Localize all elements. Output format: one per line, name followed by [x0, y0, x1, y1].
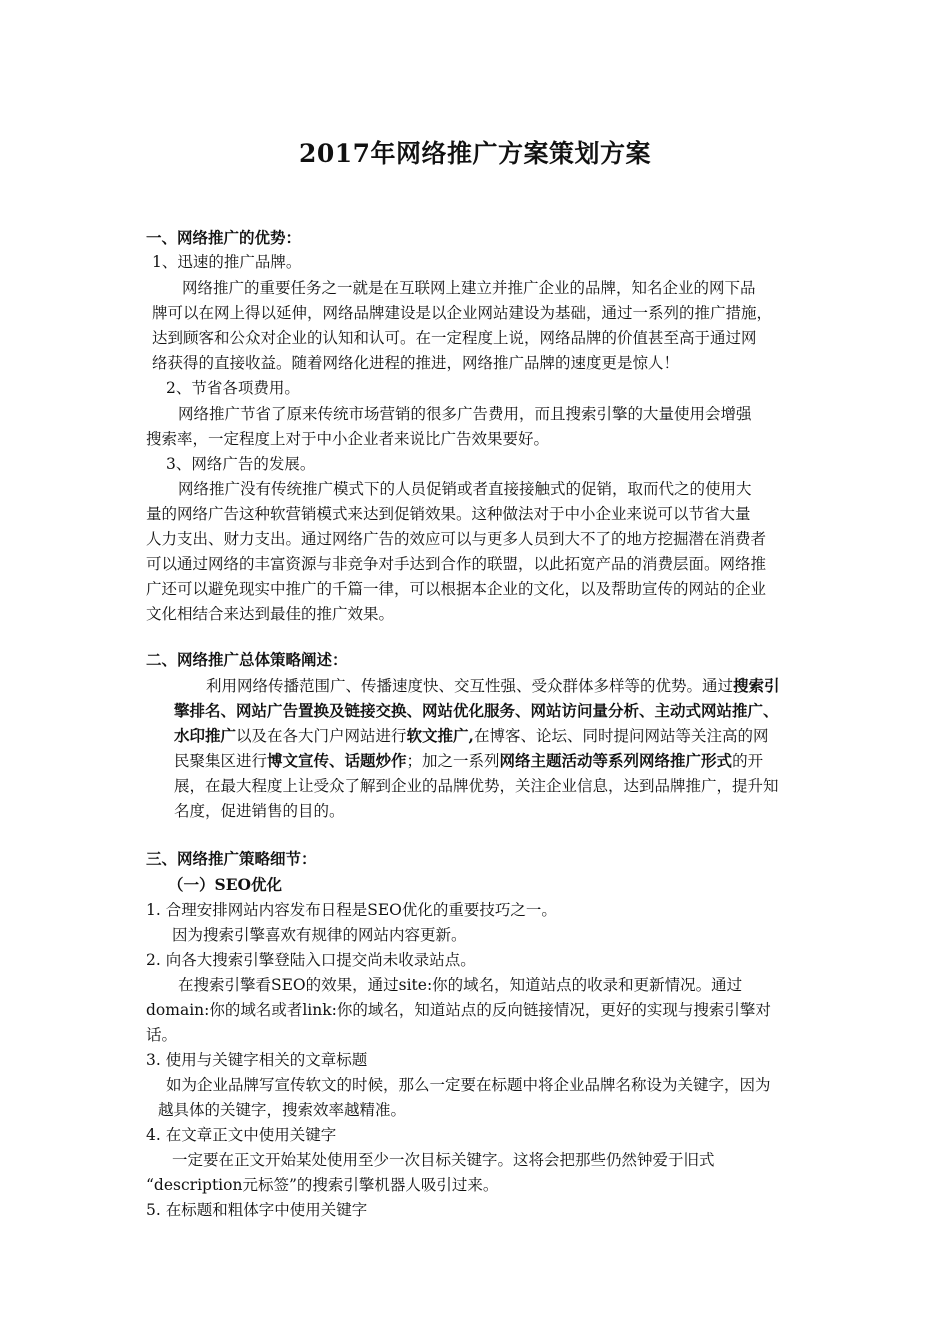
item-label: 3、网络广告的发展。 [166, 455, 316, 473]
subsection-heading: （一）SEO优化 [168, 875, 283, 894]
paragraph-line: 话。 [146, 1026, 178, 1044]
section-heading: 三、网络推广策略细节： [146, 849, 317, 868]
paragraph-line: 文化相结合来达到最佳的推广效果。 [146, 605, 395, 623]
text-run: 的开 [732, 752, 764, 770]
document-title: 2017年网络推广方案策划方案 [298, 139, 652, 168]
list-item: 2. 向各大搜索引擎登陆入口提交尚未收录站点。 [146, 951, 476, 969]
text-run: 利用网络传播范围广、传播速度快、交互性强、受众群体多样等的优势。通过 [206, 677, 734, 695]
paragraph-line: 因为搜索引擎喜欢有规律的网站内容更新。 [172, 926, 467, 944]
text-run: 以及在各大门户网站进行 [236, 727, 407, 745]
bold-run: 网络主题活动等系列网络推广形式 [499, 751, 733, 770]
section-heading: 一、网络推广的优势： [146, 228, 302, 247]
list-item: 3. 使用与关键字相关的文章标题 [146, 1051, 368, 1069]
paragraph-line: 量的网络广告这种软营销模式来达到促销效果。这种做法对于中小企业来说可以节省大量 [146, 505, 751, 523]
paragraph-line [174, 749, 763, 773]
paragraph-line: 展，在最大程度上让受众了解到企业的品牌优势，关注企业信息，达到品牌推广，提升知 [174, 777, 779, 795]
text-run: ；加之一系列 [406, 752, 500, 770]
paragraph-line [174, 724, 768, 748]
bold-run: 搜索引 [733, 676, 780, 695]
paragraph-line: 人力支出、财力支出。通过网络广告的效应可以与更多人员到大不了的地方挖掘潜在消费者 [146, 530, 767, 548]
section-heading: 二、网络推广总体策略阐述： [146, 650, 348, 669]
list-item: 4. 在文章正文中使用关键字 [146, 1126, 337, 1144]
paragraph-line: 牌可以在网上得以延伸，网络品牌建设是以企业网站建设为基础，通过一系列的推广措施， [152, 304, 773, 322]
paragraph-line: 网络推广没有传统推广模式下的人员促销或者直接接触式的促销，取而代之的使用大 [178, 480, 752, 498]
paragraph-line: 一定要在正文开始某处使用至少一次目标关键字。这将会把那些仍然钟爱于旧式 [172, 1151, 715, 1169]
paragraph-line [206, 674, 780, 698]
paragraph-line: 可以通过网络的丰富资源与非竞争对手达到合作的联盟，以此拓宽产品的消费层面。网络推 [146, 555, 767, 573]
item-label: 2、节省各项费用。 [166, 379, 300, 397]
text-run: 在博客、论坛、同时提问网站等关注高的网 [473, 727, 769, 745]
list-item: 1. 合理安排网站内容发布日程是SEO优化的重要技巧之一。 [146, 901, 557, 919]
paragraph-line: 擎排名、网站广告置换及链接交换、网站优化服务、网站访问量分析、主动式网站推广、 [174, 701, 779, 720]
bold-run: 软文推广, [406, 726, 474, 745]
paragraph-line: 广还可以避免现实中推广的千篇一律，可以根据本企业的文化，以及帮助宣传的网站的企业 [146, 580, 767, 598]
paragraph-line: 搜索率，一定程度上对于中小企业者来说比广告效果要好。 [146, 430, 550, 448]
paragraph-line: 达到顾客和公众对企业的认知和认可。在一定程度上说，网络品牌的价值甚至高于通过网 [152, 329, 757, 347]
paragraph-line: 网络推广节省了原来传统市场营销的很多广告费用，而且搜索引擎的大量使用会增强 [178, 405, 752, 423]
text-run: 民聚集区进行 [174, 752, 268, 770]
paragraph-line: “description元标签”的搜索引擎机器人吸引过来。 [146, 1176, 499, 1194]
paragraph-line: 络获得的直接收益。随着网络化进程的推进，网络推广品牌的速度更是惊人！ [152, 354, 680, 372]
bold-run: 水印推广 [174, 726, 237, 745]
item-label: 1、迅速的推广品牌。 [152, 253, 302, 271]
paragraph-line: 越具体的关键字，搜索效率越精准。 [158, 1101, 407, 1119]
paragraph-line: 名度，促进销售的目的。 [174, 802, 345, 820]
paragraph-line: 在搜索引擎看SEO的效果，通过site:你的域名，知道站点的收录和更新情况。通过 [178, 976, 743, 994]
paragraph-line: 网络推广的重要任务之一就是在互联网上建立并推广企业的品牌，知名企业的网下品 [182, 279, 756, 297]
paragraph-line: domain:你的域名或者link:你的域名，知道站点的反向链接情况，更好的实现与搜索引擎对 [146, 1001, 771, 1019]
bold-run: 博文宣传、话题炒作 [267, 751, 407, 770]
list-item: 5. 在标题和粗体字中使用关键字 [146, 1201, 368, 1219]
paragraph-line: 如为企业品牌写宣传软文的时候，那么一定要在标题中将企业品牌名称设为关键字，因为 [166, 1076, 771, 1094]
